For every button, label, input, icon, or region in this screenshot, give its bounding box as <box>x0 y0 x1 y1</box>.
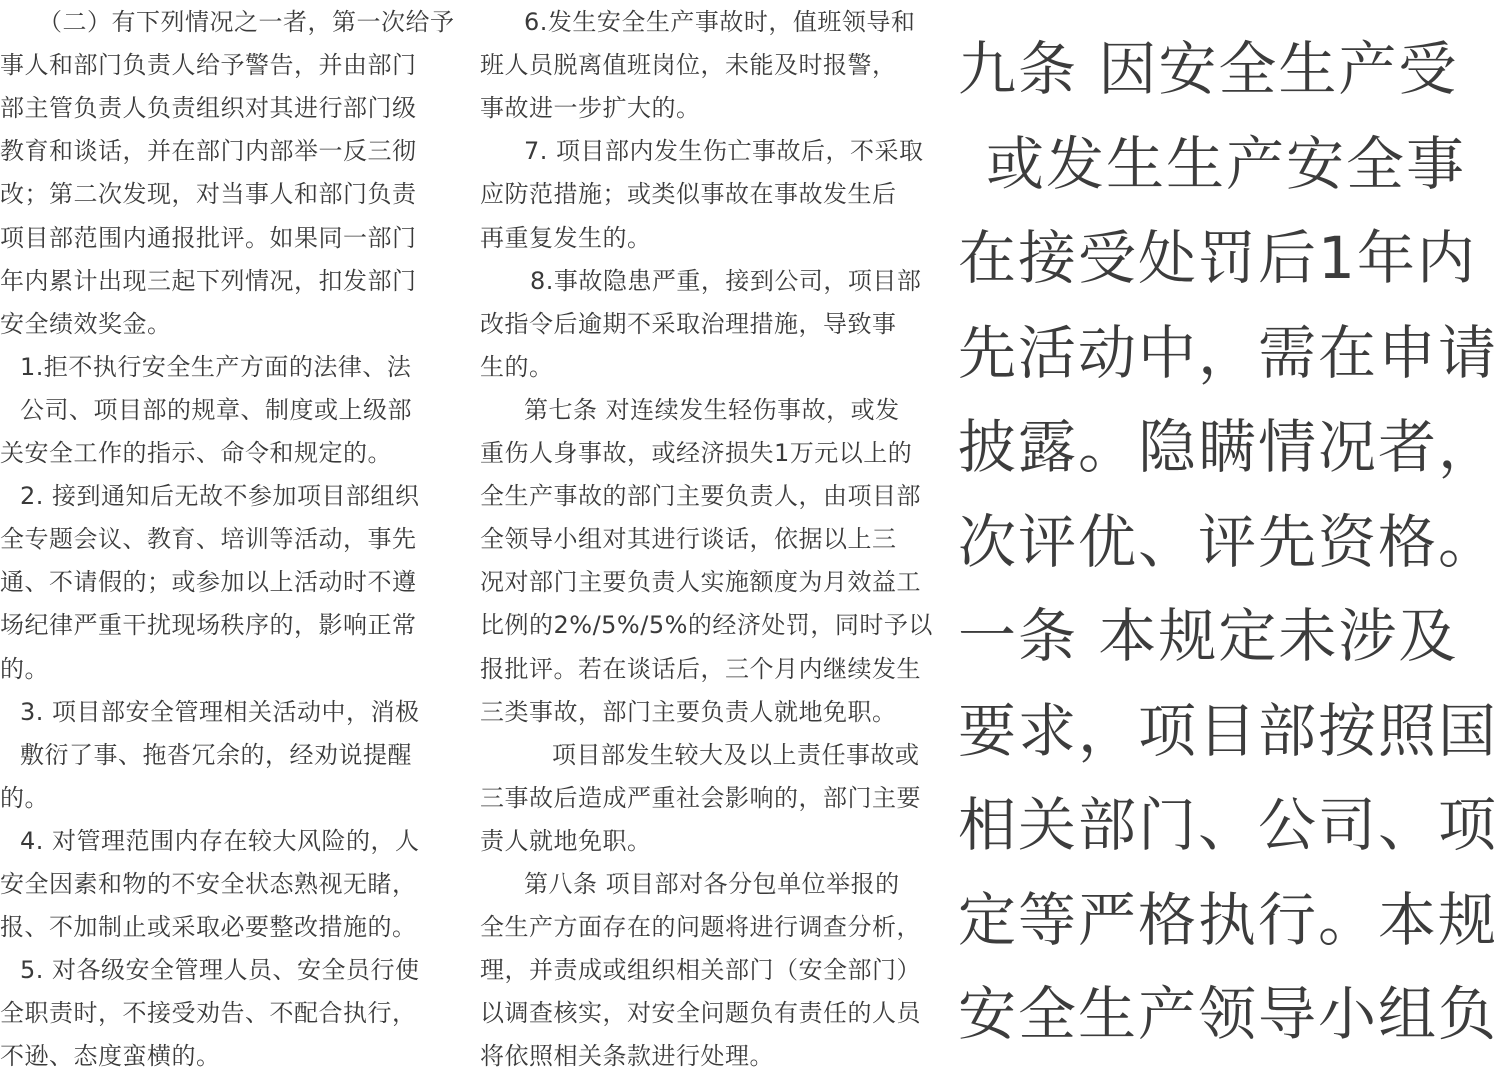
left-column-line: 项目部范围内通报批评。如果同一部门 <box>0 223 417 252</box>
mid-column-line: 况对部门主要负责人实施额度为月效益工 <box>480 568 921 597</box>
mid-column-line: 班人员脱离值班岗位，未能及时报警， <box>480 51 897 80</box>
left-column-line: 通、不请假的；或参加以上活动时不遵 <box>0 568 417 597</box>
left-column-line: 3. 项目部安全管理相关活动中，消极 <box>20 697 420 726</box>
right-column-line: 一条 本规定未涉及 <box>958 602 1459 670</box>
left-column-line: 安全绩效奖金。 <box>0 309 172 338</box>
left-column-line: 场纪律严重干扰现场秩序的，影响正常 <box>0 611 417 640</box>
right-column-line: 在接受处罚后1年内 <box>958 224 1477 292</box>
left-column-line: 全专题会议、教育、培训等活动，事先 <box>0 525 417 554</box>
mid-column-line: 全生产方面存在的问题将进行调查分析， <box>480 913 921 942</box>
left-text-column <box>0 0 482 1080</box>
mid-column-line: 理，并责成或组织相关部门（安全部门） <box>480 956 921 985</box>
left-column-line: 部主管负责人负责组织对其进行部门级 <box>0 94 417 123</box>
mid-column-line: 改指令后逾期不采取治理措施，导致事 <box>480 309 897 338</box>
left-column-line: 年内累计出现三起下列情况，扣发部门 <box>0 266 417 295</box>
left-column-line: 安全因素和物的不安全状态熟视无睹， <box>0 870 417 898</box>
right-column-line: 九条 因安全生产受 <box>958 35 1459 103</box>
mid-column-line: 以调查核实，对安全问题负有责任的人员 <box>480 999 921 1028</box>
mid-column-line: 生的。 <box>480 352 554 381</box>
right-column-line: 相关部门、公司、项 <box>958 791 1498 859</box>
left-column-line: 4. 对管理范围内存在较大风险的，人 <box>20 826 420 855</box>
mid-column-line: 应防范措施；或类似事故在事故发生后 <box>480 180 897 209</box>
right-text-column <box>958 0 1498 1080</box>
mid-column-line: 项目部发生较大及以上责任事故或 <box>552 740 920 769</box>
left-column-line: 事人和部门负责人给予警告，并由部门 <box>0 51 417 80</box>
right-column-line: 安全生产领导小组负 <box>958 980 1498 1048</box>
mid-column-line: 第七条 对连续发生轻伤事故，或发 <box>524 395 900 424</box>
left-column-line: 5. 对各级安全管理人员、安全员行使 <box>20 956 420 985</box>
left-column-line: 全职责时，不接受劝告、不配合执行， <box>0 999 417 1028</box>
mid-column-line: 再重复发生的。 <box>480 223 652 252</box>
left-column-line: 公司、项目部的规章、制度或上级部 <box>20 395 412 424</box>
left-column-line: 教育和谈话，并在部门内部举一反三彻 <box>0 137 417 166</box>
mid-column-line: 事故进一步扩大的。 <box>480 94 701 123</box>
mid-column-line: 责人就地免职。 <box>480 826 652 855</box>
right-column-line: 要求，项目部按照国 <box>958 696 1498 765</box>
left-column-line: 1.拒不执行安全生产方面的法律、法 <box>20 352 412 381</box>
right-column-line: 定等严格执行。本规 <box>958 885 1498 954</box>
right-column-line: 或发生生产安全事 <box>986 129 1467 198</box>
left-column-line: 不逊、态度蛮横的。 <box>0 1042 221 1071</box>
right-column-line: 次评优、评先资格。 <box>958 507 1498 576</box>
mid-column-line: 比例的2%/5%/5%的经济处罚，同时予以 <box>480 611 933 640</box>
left-column-line: 2. 接到通知后无故不参加项目部组织 <box>20 482 420 511</box>
mid-column-line: 全生产事故的部门主要负责人，由项目部 <box>480 482 921 511</box>
left-column-line: （二）有下列情况之一者，第一次给予 <box>38 8 455 36</box>
left-column-line: 关安全工作的指示、命令和规定的。 <box>0 439 392 467</box>
middle-text-column <box>476 0 960 1080</box>
left-column-line: 敷衍了事、拖沓冗余的，经劝说提醒 <box>20 740 412 769</box>
right-column-line: 先活动中，需在申请 <box>958 318 1498 387</box>
mid-column-line: 报批评。若在谈话后，三个月内继续发生 <box>480 654 921 683</box>
left-column-line: 的。 <box>0 783 49 812</box>
left-column-line: 改；第二次发现，对当事人和部门负责 <box>0 180 417 209</box>
left-column-line: 的。 <box>0 654 49 683</box>
mid-column-line: 三事故后造成严重社会影响的，部门主要 <box>480 783 921 812</box>
right-column-line: 披露。隐瞒情况者， <box>958 413 1498 481</box>
mid-column-line: 重伤人身事故，或经济损失1万元以上的 <box>480 439 913 467</box>
mid-column-line: 将依照相关条款进行处理。 <box>480 1042 774 1071</box>
left-column-line: 报、不加制止或采取必要整改措施的。 <box>0 913 417 942</box>
mid-column-line: 第八条 项目部对各分包单位举报的 <box>524 870 900 898</box>
mid-column-line: 三类事故，部门主要负责人就地免职。 <box>480 697 897 726</box>
mid-column-line: 8.事故隐患严重，接到公司，项目部 <box>530 266 922 295</box>
mid-column-line: 全领导小组对其进行谈话，依据以上三 <box>480 525 897 554</box>
mid-column-line: 6.发生安全生产事故时，值班领导和 <box>524 8 916 36</box>
mid-column-line: 7. 项目部内发生伤亡事故后，不采取 <box>524 137 924 166</box>
